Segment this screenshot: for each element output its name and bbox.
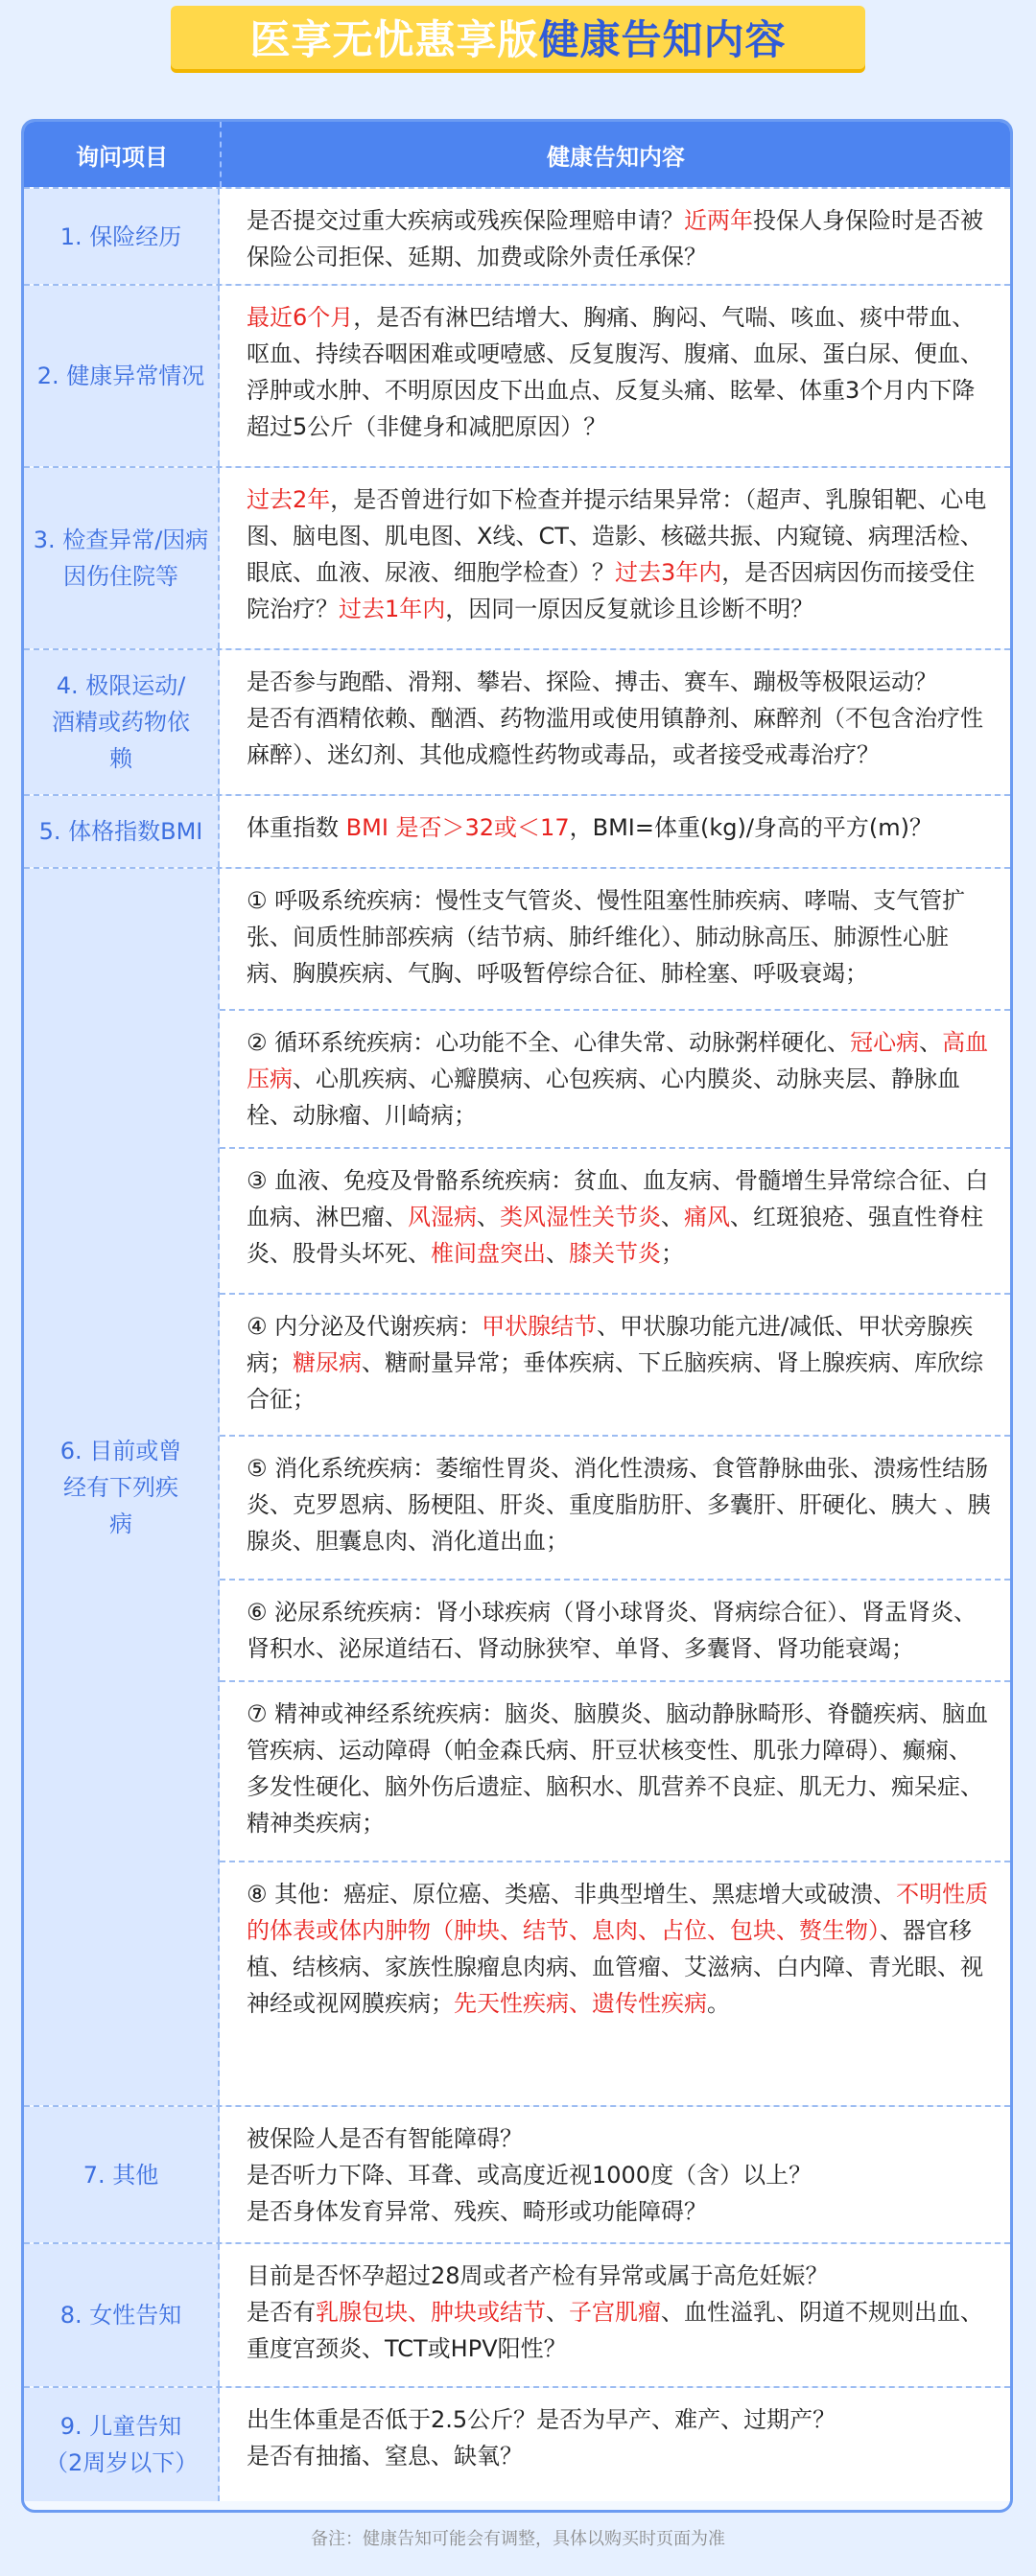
- disease-item: [220, 1435, 1010, 1579]
- content-text: ，是否曾进行如下检查并提示结果异常：（超声、乳腺钼靶、心电图、脑电图、肌电图、X线、CT、造影、核磁共振、内窥镜、病理活检、眼底、血液、尿液、细胞学检查）？: [247, 486, 987, 586]
- table-row: [24, 284, 1010, 466]
- content-text: ，是否有淋巴结增大、胸痛、胸闷、气喘、咳血、痰中带血、呕血、持续吞咽困难或哽噎感、反复腹泻、腹痛、血尿、蛋白尿、便血、浮肿或水肿、不明原因皮下出血点、反复头痛、眩晕、体重3个月内下降超过5公斤（非健身和减肥原因）？: [247, 304, 983, 440]
- content-text: ③ 血液、免疫及骨骼系统疾病：贫血、血友病、骨髓增生异常综合征、白血病、淋巴瘤、: [247, 1167, 989, 1230]
- highlight-text: 风湿病: [408, 1204, 477, 1230]
- content-text: ，BMI=体重(kg)/身高的平方(m)？: [569, 814, 933, 841]
- highlight-text: 甲状腺结节: [482, 1313, 598, 1340]
- row-label: 2. 健康异常情况: [24, 286, 220, 466]
- content-text: 是否身体发育异常、残疾、畸形或功能障碍？: [247, 2198, 707, 2225]
- row-content: [220, 650, 1010, 794]
- disease-list: [220, 869, 1010, 2105]
- table-row: [24, 2105, 1010, 2242]
- content-text: 、: [477, 1204, 500, 1230]
- content-text: 被保险人是否有智能障碍？: [247, 2125, 523, 2152]
- content-text: ② 循环系统疾病：心功能不全、心律失常、动脉粥样硬化、: [247, 1029, 851, 1056]
- row-content: [220, 468, 1010, 648]
- content-text: ④ 内分泌及代谢疾病：: [247, 1313, 483, 1340]
- content-text: ⑦ 精神或神经系统疾病：脑炎、脑膜炎、脑动静脉畸形、脊髓疾病、脑血管疾病、运动障碍（帕金森氏病、肝豆状核变性、肌张力障碍）、癫痫、多发性硬化、脑外伤后遗症、脑积水、肌营养不良症、肌无力、痴呆症、精神类疾病；: [247, 1700, 989, 1837]
- content-text: 目前是否怀孕超过28周或者产检有异常或属于高危妊娠？: [247, 2262, 829, 2289]
- highlight-text: 乳腺包块、肿块或结节: [316, 2299, 546, 2326]
- health-table: [21, 119, 1013, 2513]
- content-text: 是否有酒精依赖、酗酒、药物滥用或使用镇静剂、麻醉剂（不包含治疗性麻醉）、迷幻剂、其他成瘾性药物或毒品，或者接受戒毒治疗？: [247, 705, 983, 768]
- highlight-text: 最近6个月: [247, 304, 354, 331]
- disease-item: [220, 1579, 1010, 1680]
- title-subject: 健康告知内容: [538, 16, 787, 63]
- disease-item: [220, 1861, 1010, 2107]
- content-text: 是否参与跑酷、滑翔、攀岩、探险、搏击、赛车、蹦极等极限运动？: [247, 668, 937, 695]
- content-text: 、: [546, 1240, 569, 1267]
- table-header: [24, 122, 1010, 187]
- row-label: 8. 女性告知: [24, 2244, 220, 2386]
- content-text: 、: [546, 2299, 569, 2326]
- row-label: 1. 保险经历: [24, 189, 220, 284]
- table-row: [24, 2242, 1010, 2386]
- footnote: 备注：健康告知可能会有调整，具体以购买时页面为准: [311, 2529, 725, 2549]
- disease-item: [220, 1147, 1010, 1293]
- row-content: [220, 2107, 1010, 2242]
- row-content: [220, 2244, 1010, 2386]
- disease-item: [220, 1293, 1010, 1435]
- highlight-text: 过去1年内: [339, 596, 446, 622]
- title-banner: [171, 6, 865, 69]
- content-text: 、器官移植、结核病、家族性腺瘤息肉病、血管瘤、艾滋病、白内障、青光眼、视神经或视网膜疾病；: [247, 1917, 983, 2017]
- content-text: 是否提交过重大疾病或残疾保险理赔申请？: [247, 207, 684, 234]
- highlight-text: BMI 是否＞32或＜17: [345, 814, 570, 841]
- content-text: ，因同一原因反复就诊且诊断不明？: [445, 596, 814, 622]
- table-row: [24, 466, 1010, 648]
- content-text: ⑥ 泌尿系统疾病：肾小球疾病（肾小球肾炎、肾病综合征）、肾盂肾炎、肾积水、泌尿道结石、肾动脉狭窄、单肾、多囊肾、肾功能衰竭；: [247, 1599, 977, 1662]
- content-text: 、血性溢乳、阴道不规则出血、重度宫颈炎、TCT或HPV阳性？: [247, 2299, 983, 2362]
- table-row: [24, 187, 1010, 284]
- content-text: 、甲状腺功能亢进/减低、甲状旁腺疾病；: [247, 1313, 974, 1376]
- content-text: 出生体重是否低于2.5公斤？是否为早产、难产、过期产？: [247, 2406, 836, 2433]
- row-label: 5. 体格指数BMI: [24, 796, 220, 867]
- content-text: ⑧ 其他：癌症、原位癌、类癌、非典型增生、黑痣增大或破溃、: [247, 1881, 897, 1908]
- content-text: ⑤ 消化系统疾病：萎缩性胃炎、消化性溃疡、食管静脉曲张、溃疡性结肠炎、克罗恩病、肠梗阻、肝炎、重度脂肪肝、多囊肝、肝硬化、胰大 、胰腺炎、胆囊息肉、消化道出血；: [247, 1455, 991, 1555]
- row-content: [220, 286, 1010, 466]
- content-text: 是否有抽搐、窒息、缺氧？: [247, 2443, 523, 2470]
- table-row: [24, 2386, 1010, 2501]
- highlight-text: 不明性质的体表或体内肿物（肿块、结节、息肉、占位、包块、赘生物）: [247, 1881, 989, 1944]
- highlight-text: 过去3年内: [615, 559, 722, 586]
- highlight-text: 高血压病: [247, 1029, 989, 1092]
- content-text: ① 呼吸系统疾病：慢性支气管炎、慢性阻塞性肺疾病、哮喘、支气管扩张、间质性肺部疾病（结节病、肺纤维化）、肺动脉高压、肺源性心脏病、胸膜疾病、气胸、呼吸暂停综合征、肺栓塞、呼吸衰竭；: [247, 887, 966, 987]
- row-content: [220, 796, 1010, 867]
- row-label: 9. 儿童告知（2周岁以下）: [24, 2388, 220, 2501]
- content-text: 、: [661, 1204, 684, 1230]
- disease-item: [220, 1680, 1010, 1861]
- content-text: 、红斑狼疮、强直性脊柱炎、股骨头坏死、: [247, 1204, 983, 1267]
- table-row: [24, 648, 1010, 794]
- content-text: 投保人身保险时是否被保险公司拒保、延期、加费或除外责任承保？: [247, 207, 983, 270]
- table-row: [24, 794, 1010, 867]
- row-label: 7. 其他: [24, 2107, 220, 2242]
- highlight-text: 类风湿性关节炎: [500, 1204, 661, 1230]
- disease-item: [220, 1009, 1010, 1147]
- content-text: ，是否因病因伤而接受住院治疗？: [247, 559, 976, 622]
- highlight-text: 糖尿病: [293, 1349, 362, 1376]
- header-item: 询问项目: [24, 122, 222, 187]
- row-label: 6. 目前或曾经有下列疾病: [24, 869, 220, 2105]
- table-row: [24, 867, 1010, 2105]
- highlight-text: 先天性疾病、遗传性疾病: [454, 1990, 707, 2017]
- row-content: [220, 2388, 1010, 2501]
- content-text: 是否听力下降、耳聋、或高度近视1000度（含）以上？: [247, 2162, 812, 2189]
- content-text: 。: [707, 1990, 730, 2017]
- disease-item: [220, 869, 1010, 1009]
- highlight-text: 过去2年: [247, 486, 331, 513]
- row-label: 3. 检查异常/因病因伤住院等: [24, 468, 220, 648]
- content-text: 、: [919, 1029, 943, 1056]
- highlight-text: 子宫肌瘤: [569, 2299, 661, 2326]
- row-content: [220, 189, 1010, 284]
- content-text: ；: [661, 1240, 684, 1267]
- content-text: 体重指数: [247, 814, 346, 841]
- highlight-text: 膝关节炎: [569, 1240, 661, 1267]
- row-label: 4. 极限运动/酒精或药物依赖: [24, 650, 220, 794]
- highlight-text: 冠心病: [850, 1029, 920, 1056]
- highlight-text: 痛风: [684, 1204, 730, 1230]
- highlight-text: 椎间盘突出: [431, 1240, 546, 1267]
- content-text: 、心肌疾病、心瓣膜病、心包疾病、心内膜炎、动脉夹层、静脉血栓、动脉瘤、川崎病；: [247, 1066, 960, 1129]
- header-content: 健康告知内容: [547, 143, 685, 171]
- content-text: 、糖耐量异常；垂体疾病、下丘脑疾病、肾上腺疾病、库欣综合征；: [247, 1349, 983, 1413]
- highlight-text: 近两年: [684, 207, 753, 234]
- content-text: 是否有: [247, 2299, 316, 2326]
- title-product: 医享无忧惠享版: [249, 16, 539, 63]
